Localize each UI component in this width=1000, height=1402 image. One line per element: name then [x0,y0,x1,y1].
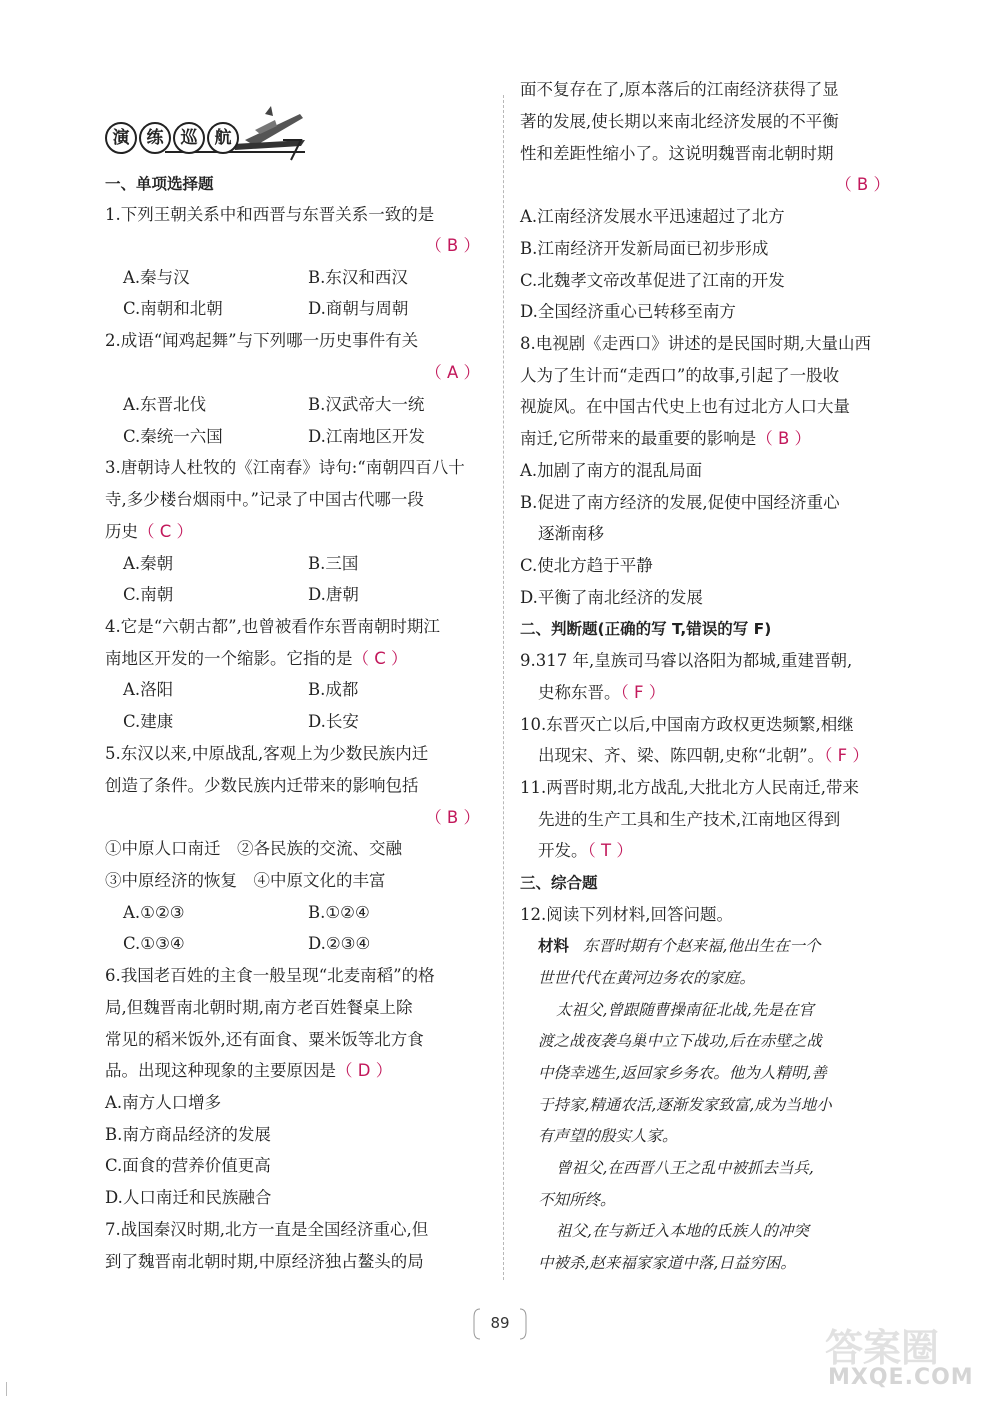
text-line [520,713,900,737]
section-heading [520,617,900,641]
option-text: B.汉武帝大一统 [308,395,425,414]
text-line [520,491,900,515]
option-text: C.南朝和北朝 [123,299,223,318]
line-text: 品。出现这种现象的主要原因是 [105,1061,336,1080]
watermark-logo [820,1315,995,1395]
answer-mark: （ C ） [352,649,408,668]
option-text: C.①③④ [123,934,185,953]
line-text: 6.我国老百姓的主食一般呈现“北麦南稻”的格 [105,966,435,985]
text-line [520,998,900,1022]
line-text: 著的发展,使长期以来南北经济发展的不平衡 [520,112,839,131]
line-text: 性和差距性缩小了。这说明魏晋南北朝时期 [520,144,834,163]
column-divider [503,95,504,1280]
section-heading [520,871,900,895]
line-text: 曾祖父,在西晋八王之乱中被抓去当兵, [556,1159,814,1177]
text-line [520,1188,900,1212]
line-text: C.使北方趋于平静 [520,556,653,575]
line-text: 逐渐南移 [538,524,604,543]
answer-mark: （ F ） [620,683,666,702]
text-line [105,869,490,893]
line-text: 寺,多少楼台烟雨中。”记录了中国古代哪一段 [105,490,424,509]
section-banner [105,100,305,166]
line-text: 出现宋、齐、梁、陈四朝,史称“北朝”。 [538,746,825,765]
answer-mark: （ C ） [138,522,194,541]
answer-mark: （ B ） [425,808,480,827]
text-line [105,488,490,512]
text-line [520,681,900,705]
line-text: 7.战国秦汉时期,北方一直是全国经济重心,但 [105,1220,429,1239]
line-text: A.南方人口增多 [105,1093,222,1112]
text-line [520,1156,900,1180]
text-line [520,1029,900,1053]
text-line [520,1251,900,1275]
line-text: C.面食的营养价值更高 [105,1156,271,1175]
line-text: 史称东晋。 [538,683,621,702]
text-line [105,1218,490,1242]
line-text: ③中原经济的恢复 ④中原文化的丰富 [105,871,386,890]
option-text: D.商朝与周朝 [308,299,409,318]
text-line [105,742,490,766]
text-line [105,520,490,544]
text-line [105,329,490,353]
text-line [520,966,900,990]
line-text: 面不复存在了,原本落后的江南经济获得了显 [520,80,839,99]
line-text: 4.它是“六朝古都”,也曾被看作东晋南朝时期江 [105,617,440,636]
text-line [105,1059,490,1083]
line-text: 局,但魏晋南北朝时期,南方老百姓餐桌上除 [105,998,413,1017]
text-line [520,839,900,863]
line-text: 1.下列王朝关系中和西晋与东晋关系一致的是 [105,205,435,224]
line-text: 南地区开发的一个缩影。它指的是 [105,649,353,668]
line-text: 10.东晋灭亡以后,中国南方政权更迭频繁,相继 [520,715,854,734]
line-text: 9.317 年,皇族司马睿以洛阳为都城,重建晋朝, [520,651,853,670]
line-text: 2.成语“闻鸡起舞”与下列哪一历史事件有关 [105,331,419,350]
line-text: 人为了生计而“走西口”的故事,引起了一股收 [520,366,840,385]
text-line [520,237,900,261]
answer-mark: （ T ） [587,841,633,860]
line-text: 于持家,精通农活,逐渐发家致富,成为当地小 [538,1096,832,1114]
line-text: 11.两晋时期,北方战乱,大批北方人民南迁,带来 [520,778,859,797]
answer-mark: （ D ） [336,1061,393,1080]
line-text: B.南方商品经济的发展 [105,1125,271,1144]
banner-char: 练 [139,122,171,154]
line-text: 世世代代在黄河边务农的家庭。 [538,969,756,987]
watermark-url-text: MXQE.COM [828,1365,974,1390]
option-text: D.江南地区开发 [308,427,425,446]
text-line [520,1124,900,1148]
line-text: B.江南经济开发新局面已初步形成 [520,239,769,258]
text-line [105,647,490,671]
text-line [105,1154,490,1178]
text-line [520,776,900,800]
text-line [520,332,900,356]
section-heading [105,172,490,196]
text-line [520,808,900,832]
text-line [520,1219,900,1243]
option-text: C.建康 [123,712,174,731]
option-text: A.洛阳 [123,680,174,699]
answer-mark: （ A ） [425,363,480,382]
answer-mark: （ B ） [756,429,812,448]
line-text: D.全国经济重心已转移至南方 [520,302,736,321]
line-text: 8.电视剧《走西口》讲述的是民国时期,大量山西 [520,334,871,353]
line-text: ①中原人口南迁 ②各民族的交流、交融 [105,839,402,858]
line-text: 一、单项选择题 [105,175,214,193]
option-text: C.南朝 [123,585,174,604]
option-text: B.①②④ [308,903,370,922]
line-text: 视旋风。在中国古代史上也有过北方人口大量 [520,397,850,416]
line-text: 到了魏晋南北朝时期,中原经济独占鳌头的局 [105,1252,424,1271]
line-text: 东晋时期有个赵来福,他出生在一个 [583,937,821,955]
text-line [105,203,490,227]
option-text: D.唐朝 [308,585,359,604]
line-text: D.平衡了南北经济的发展 [520,588,703,607]
text-line [520,903,900,927]
text-line [105,456,490,480]
option-text: D.长安 [308,712,359,731]
line-text: 开发。 [538,841,588,860]
text-line [520,142,900,166]
text-line [105,774,490,798]
text-line [520,934,900,958]
text-line [520,554,900,578]
line-text: 有声望的殷实人家。 [538,1127,678,1145]
line-text: 历史 [105,522,138,541]
option-text: A.秦朝 [123,554,174,573]
text-line [105,996,490,1020]
text-line [105,1123,490,1147]
text-line [105,1250,490,1274]
text-line [520,1061,900,1085]
text-line [105,1186,490,1210]
text-line [520,269,900,293]
line-text: 二、判断题(正确的写 T,错误的写 F) [520,620,772,638]
line-text: 太祖父,曾跟随曹操南征北战,先是在官 [556,1001,814,1019]
watermark-big-text: 答案圈 [825,1326,940,1370]
banner-char: 航 [207,122,239,154]
text-line [105,837,490,861]
line-text: C.北魏孝文帝改革促进了江南的开发 [520,271,785,290]
line-text: 中被杀,赵来福家家道中落,日益穷困。 [538,1254,796,1272]
option-text: A.东晋北伐 [123,395,207,414]
line-text: 不知所终。 [538,1191,616,1209]
text-line [520,205,900,229]
text-line [520,110,900,134]
text-line [520,649,900,673]
line-text: 渡之战夜袭乌巢中立下战功,后在赤壁之战 [538,1032,822,1050]
text-line [520,427,900,451]
line-text: 先进的生产工具和生产技术,江南地区得到 [538,810,841,829]
text-line [520,300,900,324]
text-line [520,78,900,102]
text-line [105,615,490,639]
text-line [520,586,900,610]
option-text: B.东汉和西汉 [308,268,408,287]
line-text: 祖父,在与新迁入本地的氐族人的冲突 [556,1222,809,1240]
text-line [105,1091,490,1115]
text-line [105,964,490,988]
option-text: A.①②③ [123,903,185,922]
option-text: B.成都 [308,680,359,699]
line-text: D.人口南迁和民族融合 [105,1188,272,1207]
line-text: 3.唐朝诗人杜牧的《江南春》诗句:“南朝四百八十 [105,458,465,477]
line-text: B.促进了南方经济的发展,促使中国经济重心 [520,493,840,512]
line-text: 常见的稻米饭外,还有面食、粟米饭等北方食 [105,1030,424,1049]
line-text: 5.东汉以来,中原战乱,客观上为少数民族内迁 [105,744,429,763]
line-text: 南迁,它所带来的最重要的影响是 [520,429,757,448]
option-text: C.秦统一六国 [123,427,223,446]
material-label: 材料 [538,936,570,955]
page-number: 89 [472,1307,528,1341]
option-text: A.秦与汉 [123,268,190,287]
text-line [520,364,900,388]
line-text: A.加剧了南方的混乱局面 [520,461,703,480]
crop-mark-bottom-left [6,1382,21,1396]
line-text: 创造了条件。少数民族内迁带来的影响包括 [105,776,419,795]
text-line [105,1028,490,1052]
answer-mark: （ B ） [425,236,480,255]
line-text: 12.阅读下列材料,回答问题。 [520,905,733,924]
text-line [520,1093,900,1117]
line-text: A.江南经济发展水平迅速超过了北方 [520,207,785,226]
banner-char: 演 [105,122,137,154]
text-line [520,395,900,419]
text-line [520,744,900,768]
answer-mark: （ F ） [824,746,869,765]
banner-char: 巡 [173,122,205,154]
text-line [520,459,900,483]
answer-mark: （ B ） [835,175,890,194]
option-text: D.②③④ [308,934,371,953]
text-line [520,522,900,546]
line-text: 中侥幸逃生,返回家乡务农。他为人精明,善 [538,1064,827,1082]
option-text: B.三国 [308,554,359,573]
line-text: 三、综合题 [520,874,598,892]
